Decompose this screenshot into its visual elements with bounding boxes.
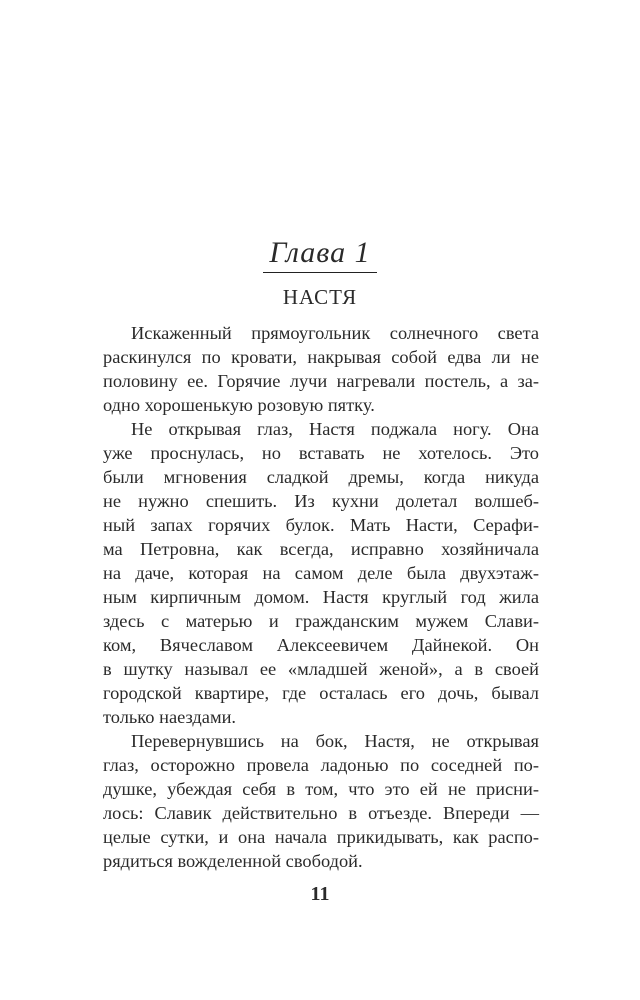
text-line: Перевернувшись на бок, Настя, не открывая [131, 731, 539, 751]
text-line: ма Петровна, как всегда, исправно хозяйничала [103, 539, 539, 559]
text-line: Не открывая глаз, Настя поджала ногу. Она [131, 419, 539, 439]
text-line: в шутку называл ее «младшей женой», а в своей [103, 659, 539, 679]
text-line: одно хорошенькую розовую пятку. [103, 395, 375, 415]
text-line: на даче, которая на самом деле была двухэтаж- [103, 563, 539, 583]
text-line: глаз, осторожно провела ладонью по соседней по- [103, 755, 539, 775]
chapter-title: Глава 1 [263, 236, 376, 273]
text-line: ный запах горячих булок. Мать Насти, Серафи- [103, 515, 539, 535]
text-line: здесь с матерью и гражданским мужем Слави- [103, 611, 539, 631]
chapter-heading [0, 236, 640, 273]
text-line: уже проснулась, но вставать не хотелось. Это [103, 443, 539, 463]
text-line: душке, убеждая себя в том, что это ей не присни- [103, 779, 539, 799]
text-line: лось: Славик действительно в отъезде. Впереди — [103, 803, 539, 823]
text-line: не нужно спешить. Из кухни долетал волшеб- [103, 491, 539, 511]
text-line: были мгновения сладкой дремы, когда никуда [103, 467, 539, 487]
text-line: городской квартире, где осталась его дочь, бывал [103, 683, 539, 703]
page-number: 11 [310, 883, 330, 905]
text-line: половину ее. Горячие лучи нагревали постель, а за- [103, 371, 539, 391]
text-line: ком, Вячеславом Алексеевичем Дайнекой. Он [103, 635, 539, 655]
chapter-name: НАСТЯ [282, 285, 358, 309]
text-line: раскинулся по кровати, накрывая собой едва ли не [103, 347, 539, 367]
text-line: Искаженный прямоугольник солнечного света [131, 323, 539, 343]
text-line: только наездами. [103, 707, 237, 727]
text-line: ным кирпичным домом. Настя круглый год жила [103, 587, 539, 607]
body-text [103, 321, 539, 873]
text-line: рядиться вожделенной свободой. [103, 851, 363, 871]
text-line: целые сутки, и она начала прикидывать, как распо- [103, 827, 539, 847]
